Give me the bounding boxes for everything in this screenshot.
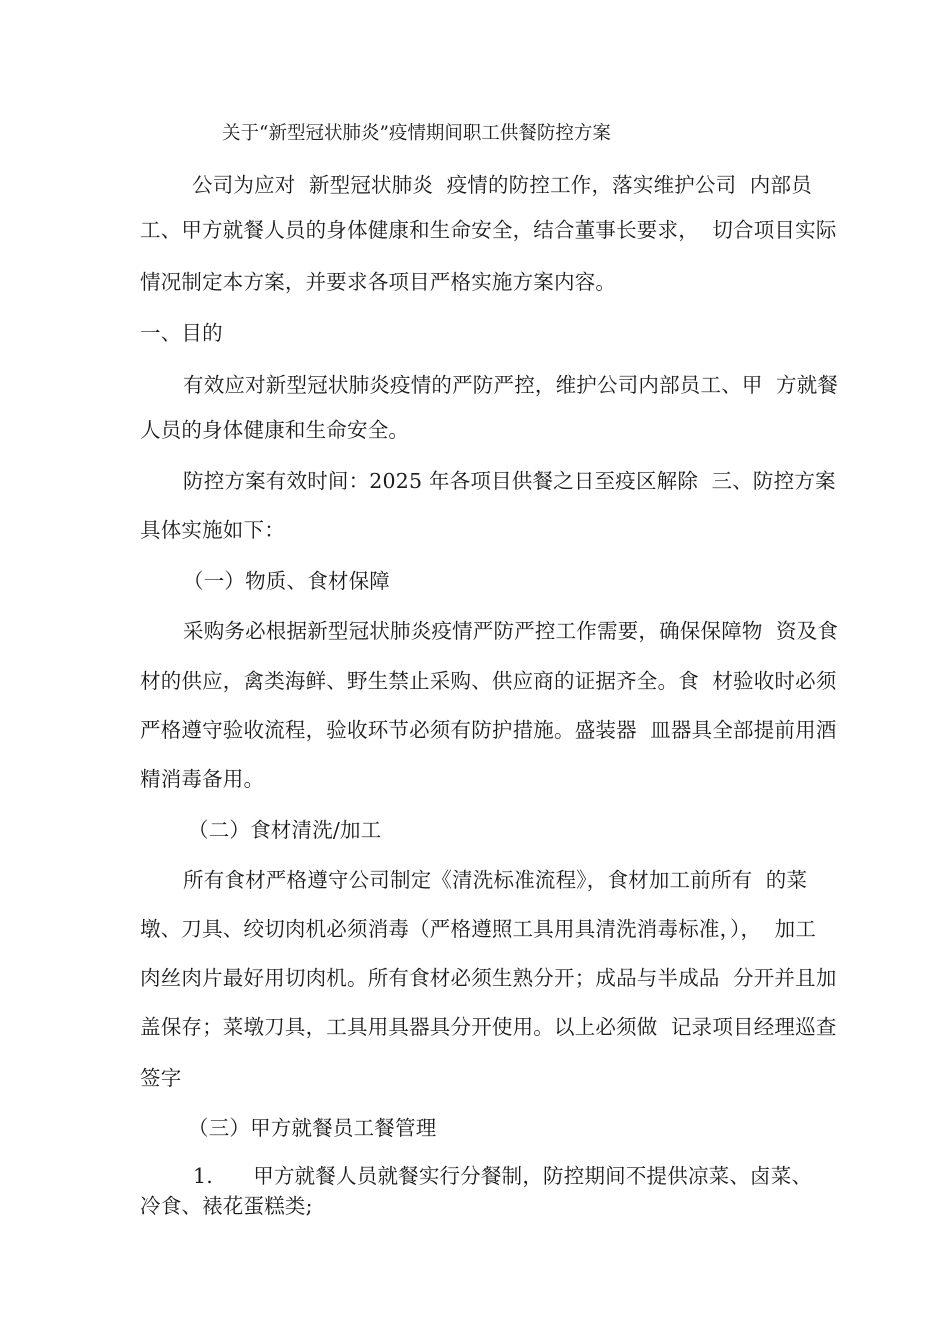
section-heading-purpose: 一、目的 [140,321,223,345]
subsection-heading-materials: （一）物质、食材保障 [183,569,390,593]
materials-line-4: 精消毒备用。 [140,767,265,791]
washing-line-1: 所有食材严格遵守公司制定《清洗标准流程》，食材加工前所有 的菜 [183,868,808,892]
subsection-heading-meals: （三）甲方就餐员工餐管理 [188,1116,437,1140]
subsection-heading-washing: （二）食材清洗/加工 [188,818,382,842]
validity-line-2: 具体实施如下： [140,518,285,542]
washing-line-2: 墩、刀具、绞切肉机必须消毒（严格遵照工具用具清洗消毒标准，）， 加工 [140,917,817,941]
purpose-line-1: 有效应对新型冠状肺炎疫情的严防严控，维护公司内部员工、甲 方就餐 [183,373,839,397]
washing-line-4: 盖保存；菜墩刀具，工具用具器具分开使用。以上必须做 记录项目经理巡查 [140,1015,837,1039]
document-title: 关于“新型冠状肺炎”疫情期间职工供餐防控方案 [222,123,611,144]
intro-line-1: 公司为应对 新型冠状肺炎 疫情的防控工作，落实维护公司 内部员 [192,173,812,197]
meals-item-1-line-2: 冷食、裱花蛋糕类; [140,1194,313,1218]
materials-line-1: 采购务必根据新型冠状肺炎疫情严防严控工作需要，确保保障物 资及食 [183,619,839,643]
meals-item-1-line-1: 1. 甲方就餐人员就餐实行分餐制，防控期间不提供凉菜、卤菜、 [193,1164,813,1188]
purpose-line-2: 人员的身体健康和生命安全。 [140,418,410,442]
materials-line-2: 材的供应，禽类海鲜、野生禁止采购、供应商的证据齐全。食 材验收时必须 [140,669,837,693]
intro-line-3: 情况制定本方案，并要求各项目严格实施方案内容。 [140,270,617,294]
intro-line-2: 工、甲方就餐人员的身体健康和生命安全，结合董事长要求， 切合项目实际 [140,218,837,242]
validity-line-1: 防控方案有效时间：2025 年各项目供餐之日至疫区解除 三、防控方案 [183,469,836,493]
washing-line-3: 肉丝肉片最好用切肉机。所有食材必须生熟分开；成品与半成品 分开并且加 [140,966,837,990]
materials-line-3: 严格遵守验收流程，验收环节必须有防护措施。盛装器 皿器具全部提前用酒 [140,718,837,742]
washing-line-5: 签字 [140,1066,182,1090]
